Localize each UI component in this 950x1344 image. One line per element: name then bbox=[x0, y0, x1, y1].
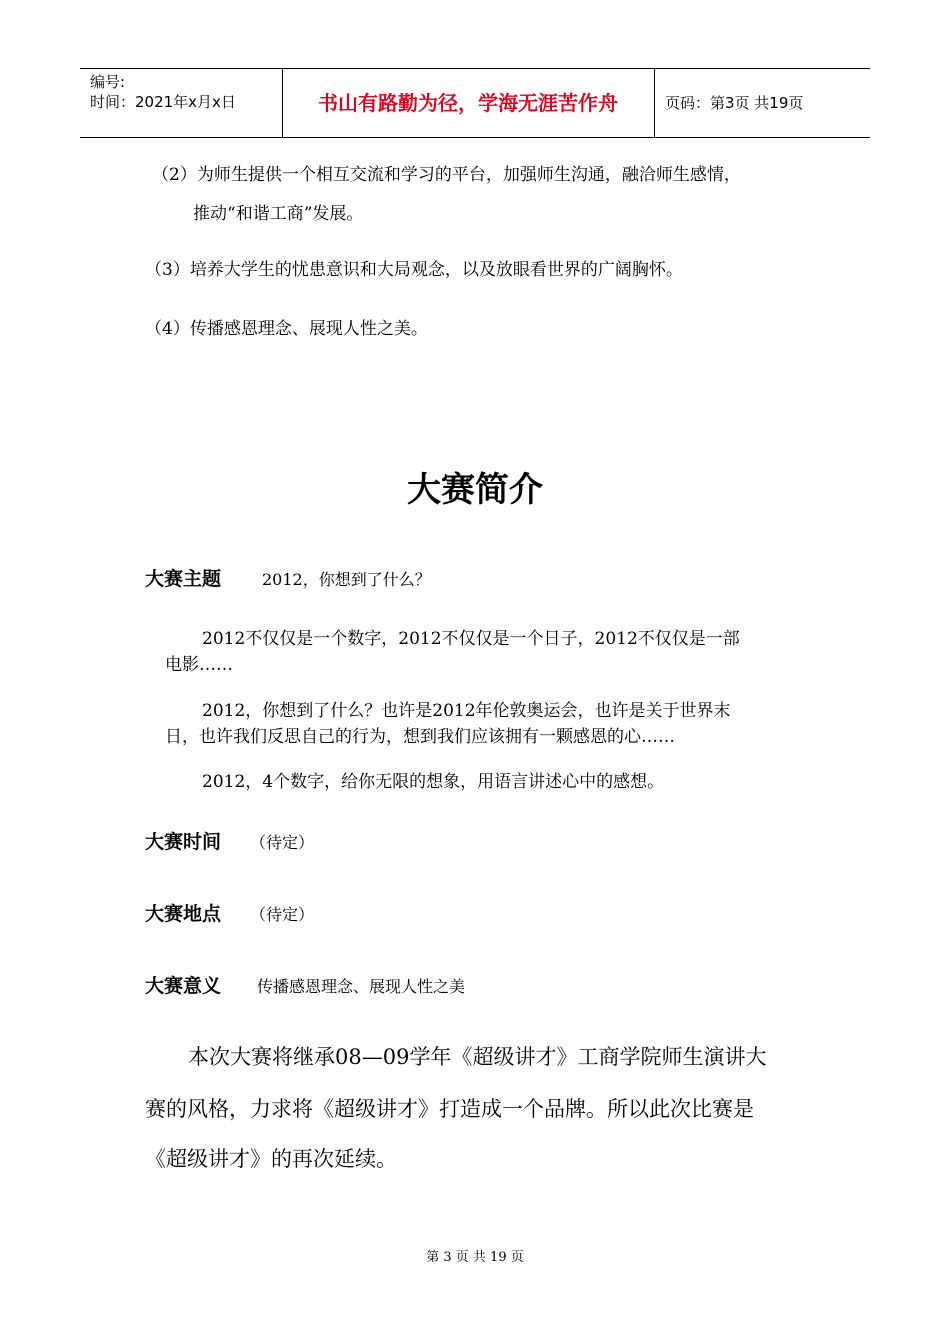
time-value: （待定） bbox=[250, 833, 315, 852]
theme-line: 2012，你想到了什么？也许是2012年伦敦奥运会，也许是关于世界末 bbox=[202, 701, 731, 721]
objective-line: （4）传播感恩理念、展现人性之美。 bbox=[145, 319, 428, 339]
header-page-info: 页码：第3页 共19页 bbox=[665, 94, 804, 112]
objective-line: 推动“和谐工商”发展。 bbox=[193, 204, 364, 224]
theme-line: 日，也许我们反思自己的行为，想到我们应该拥有一颗感恩的心…… bbox=[165, 727, 675, 747]
page-footer: 第 3 页 共 19 页 bbox=[426, 1250, 524, 1265]
meaning-label: 大赛意义 bbox=[145, 975, 222, 997]
document-header bbox=[80, 68, 870, 138]
intro-line: 赛的风格，力求将《超级讲才》打造成一个品牌。所以此次比赛是 bbox=[145, 1097, 754, 1121]
number-label: 编号: bbox=[90, 73, 126, 91]
header-meta bbox=[90, 72, 285, 112]
time-label: 大赛时间 bbox=[145, 831, 222, 853]
header-motto: 书山有路勤为径，学海无涯苦作舟 bbox=[318, 91, 618, 115]
place-label: 大赛地点 bbox=[145, 903, 222, 925]
intro-line: 本次大赛将继承08—09学年《超级讲才》工商学院师生演讲大 bbox=[188, 1045, 767, 1069]
section-title: 大赛简介 bbox=[407, 470, 543, 510]
objective-line: （2）为师生提供一个相互交流和学习的平台，加强师生沟通，融洽师生感情， bbox=[152, 165, 741, 185]
header-divider bbox=[654, 69, 655, 137]
theme-line: 2012，4个数字，给你无限的想象，用语言讲述心中的感想。 bbox=[202, 772, 665, 792]
theme-line: 电影…… bbox=[165, 655, 233, 675]
theme-label: 大赛主题 bbox=[145, 568, 222, 590]
place-value: （待定） bbox=[250, 905, 315, 924]
theme-value: 2012，你想到了什么？ bbox=[262, 570, 431, 589]
meaning-value: 传播感恩理念、展现人性之美 bbox=[257, 977, 466, 996]
intro-line: 《超级讲才》的再次延续。 bbox=[145, 1147, 397, 1171]
time-label: 时间：2021年x月x日 bbox=[90, 93, 236, 111]
theme-line: 2012不仅仅是一个数字，2012不仅仅是一个日子，2012不仅仅是一部 bbox=[202, 629, 740, 649]
objective-line: （3）培养大学生的忧患意识和大局观念，以及放眼看世界的广阔胸怀。 bbox=[145, 260, 683, 280]
